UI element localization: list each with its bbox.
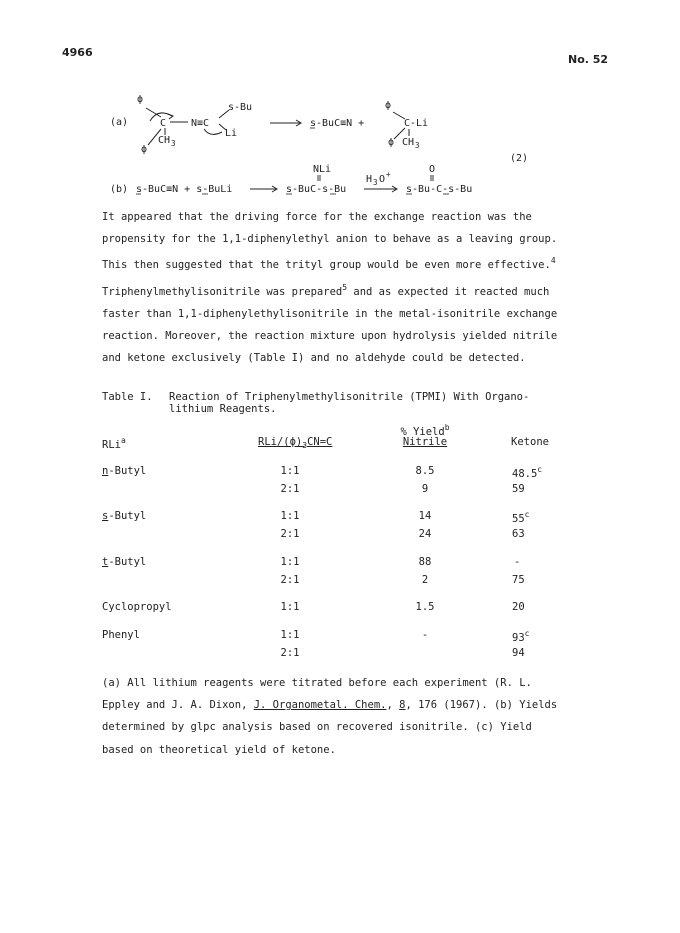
table-cell-ratio: 1:1	[280, 601, 300, 613]
s-butyl-label: s-Bu	[228, 102, 253, 113]
table-caption-label: Table I.	[102, 391, 153, 403]
table-cell-ratio: 1:1	[280, 465, 300, 477]
isonitrile-group: N≡C	[191, 118, 210, 129]
footnote-line: based on theoretical yield of ketone.	[102, 743, 336, 756]
table-cell-ratio: 1:1	[280, 510, 300, 522]
table-cell-nitrile: 8.5	[415, 465, 435, 477]
reference-mark: 4	[550, 256, 556, 266]
imine-intermediate: s-BuC-s-Bu	[286, 184, 347, 195]
body-line: This then suggested that the trityl group would be even more effective.$^4$	[102, 256, 556, 272]
reactants: s-BuC≡N + s-BuLi	[136, 184, 233, 195]
ketone-oxygen: O	[429, 164, 436, 175]
methyl-group-2: CH	[402, 137, 415, 148]
table-cell-ratio: 2:1	[280, 528, 300, 540]
central-carbon: C	[160, 118, 167, 129]
reaction-scheme	[0, 0, 680, 200]
col-header-rli: RLi$^a$	[102, 436, 126, 451]
journal-title: J. Organometal. Chem.	[253, 699, 387, 712]
phenyl-label-bottom-2: ϕ	[388, 137, 395, 148]
table-cell-ratio: 2:1	[280, 483, 300, 495]
curved-arrow-icon	[204, 129, 222, 134]
table-caption-line2: lithium Reagents.	[169, 403, 277, 415]
table-cell-ketone: 59	[512, 483, 525, 495]
table-cell-ratio: 1:1	[280, 556, 300, 568]
phenyl-label-bottom: ϕ	[141, 144, 148, 155]
body-line: propensity for the 1,1-diphenylethyl anion to behave as a leaving group.	[102, 233, 558, 246]
product-carbanion: C-Li	[404, 118, 429, 129]
body-line: reaction. Moreover, the reaction mixture upon hydrolysis yielded nitrile	[102, 330, 558, 343]
page-number: 4966	[62, 46, 93, 59]
table-cell-ratio: 1:1	[280, 629, 300, 641]
col-header-ketone: Ketone	[511, 436, 549, 448]
ketone-product: s-Bu-C-s-Bu	[406, 184, 473, 195]
lithium-label: Li	[225, 128, 238, 139]
table-cell-ketone: 93$^c$	[512, 629, 530, 644]
reference-mark: 5	[342, 282, 348, 292]
hydronium-o: O	[379, 174, 386, 185]
hydronium: H	[366, 174, 373, 185]
col-header-nitrile: Nitrile	[402, 436, 448, 448]
table-cell-nitrile: -	[421, 629, 429, 641]
table-cell-nitrile: 9	[421, 483, 429, 495]
table-row-reagent: n-Butyl	[102, 465, 147, 477]
svg-text:3: 3	[171, 139, 176, 148]
table-cell-ketone: 55$^c$	[512, 510, 530, 525]
svg-text:3: 3	[415, 141, 420, 150]
table-cell-ketone: 75	[512, 574, 525, 586]
equation-number: (2)	[510, 153, 529, 164]
methyl-group: CH	[158, 135, 171, 146]
table-row-reagent: Phenyl	[102, 629, 140, 641]
table-footnotes	[102, 672, 602, 761]
issue-number: No. 52	[568, 53, 609, 66]
body-paragraph	[102, 206, 602, 369]
table-cell-ketone: 63	[512, 528, 525, 540]
table-cell-ketone: 94	[512, 647, 525, 659]
phenyl-label-top: ϕ	[137, 94, 144, 105]
yield-header: % Yield$^b$	[400, 423, 450, 438]
table-row-reagent: Cyclopropyl	[102, 601, 172, 613]
table-row-reagent: s-Butyl	[102, 510, 147, 522]
scheme-label-b: (b)	[110, 184, 129, 195]
table-cell-ratio: 2:1	[280, 574, 300, 586]
col-header-ratio: RLi/$(\phi)_3CN=C$	[258, 436, 333, 450]
table-cell-nitrile: 1.5	[415, 601, 435, 613]
body-line: and ketone exclusively (Table I) and no aldehyde could be detected.	[102, 352, 526, 365]
table-cell-ratio: 2:1	[280, 647, 300, 659]
body-line: faster than 1,1-diphenylethylisonitrile in the metal-isonitrile exchange	[102, 307, 558, 320]
footnote-line: (a) All lithium reagents were titrated before each experiment (R. L.	[102, 677, 532, 689]
svg-text:+: +	[386, 170, 391, 179]
table-cell-ketone: 48.5$^c$	[512, 465, 543, 480]
body-line: It appeared that the driving force for the exchange reaction was the	[102, 211, 532, 223]
imine-lithium: NLi	[313, 164, 332, 175]
scheme-label-a: (a)	[110, 117, 129, 128]
product-nitrile: s-BuC≡N +	[310, 118, 365, 129]
table-cell-nitrile: 24	[418, 528, 432, 540]
table-cell-nitrile: 2	[421, 574, 429, 586]
svg-text:3: 3	[373, 178, 378, 187]
table-cell-nitrile: 88	[418, 556, 432, 568]
body-line: Triphenylmethylisonitrile was prepared$^5$ and as expected it reacted much	[102, 282, 550, 298]
table-cell-ketone: -	[514, 556, 521, 568]
footnote-line: Eppley and J. A. Dixon, J. Organometal. Chem., 8, 176 (1967). (b) Yields	[102, 699, 558, 712]
phenyl-label-top-2: ϕ	[385, 100, 392, 111]
footnote-line: determined by glpc analysis based on recovered isonitrile. (c) Yield	[102, 721, 532, 734]
table-cell-ketone: 20	[512, 601, 525, 613]
table-cell-nitrile: 14	[418, 510, 432, 522]
table-caption-line1: Reaction of Triphenylmethylisonitrile (TPMI) With Organo-	[169, 391, 530, 403]
table-row-reagent: t-Butyl	[102, 556, 147, 568]
